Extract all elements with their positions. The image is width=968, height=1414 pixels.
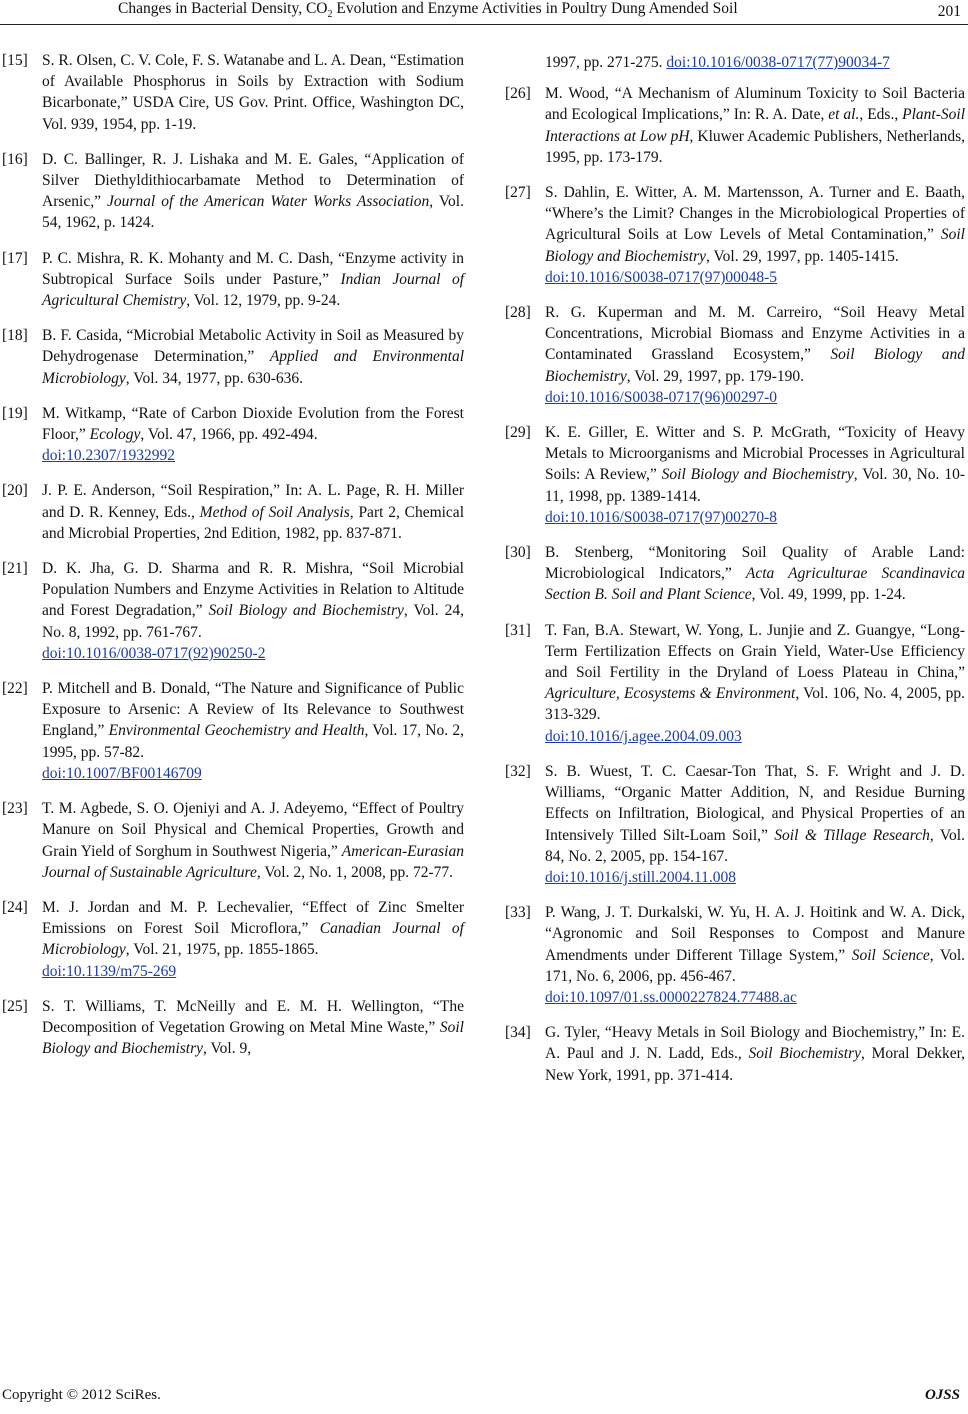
- reference-text: [42, 678, 464, 784]
- reference-30: [505, 542, 965, 606]
- journal-name: Soil Biology and Biochemistry: [208, 602, 404, 620]
- reference-23: [2, 798, 464, 883]
- reference-number: [15]: [2, 52, 28, 69]
- reference-citation: T. Fan, B.A. Stewart, W. Yong, L. Junjie and Z. Guangye, “Long-Term Fertilization Effects on Grain Yield, Water-Use Efficiency and Soil Fertility in the Dryland of Loess Plateau in China,”: [545, 621, 965, 682]
- reference-citation: B. Stenberg, “Monitoring Soil Quality of Arable Land: Microbiological Indicators,”: [545, 544, 965, 583]
- journal-name: Soil Biology and Biochemistry: [661, 466, 854, 484]
- references-left-column: [2, 50, 464, 1073]
- reference-number: [21]: [2, 560, 28, 578]
- reference-text: [42, 403, 464, 467]
- reference-text: [42, 996, 464, 1060]
- journal-name: Applied and Environmental Microbiology: [42, 348, 464, 387]
- reference-31: [505, 620, 965, 747]
- reference-citation: P. Wang, J. T. Durkalski, W. Yu, H. A. J. Hoitink and W. A. Dick, “Agronomic and Soil Responses to Compost and Manure Amendments under Different Tillage System,”: [545, 904, 965, 964]
- reference-details: , Vol. 29, 1997, pp. 179-190.: [626, 367, 805, 385]
- doi-link[interactable]: doi:10.1016/j.still.2004.11.008: [545, 868, 737, 886]
- reference-citation: M. Wood, “A Mechanism of Aluminum Toxicity to Soil Bacteria and Ecological Implications,” In: R. A. Date,: [545, 85, 965, 124]
- doi-link[interactable]: doi:10.1016/0038-0717(92)90250-2: [42, 644, 266, 662]
- reference-citation: J. P. E. Anderson, “Soil Respiration,” In: A. L. Page, R. H. Miller and D. R. Kenney, Eds.,: [42, 482, 464, 521]
- reference-details: , Vol. 12, 1979, pp. 9-24.: [186, 292, 341, 310]
- journal-name: Indian Journal of Agricultural Chemistry: [42, 270, 465, 310]
- reference-text: [545, 83, 965, 168]
- journal-name: Soil & Tillage Research: [774, 826, 930, 844]
- reference-details: , Vol. 49, 1999, pp. 1-24.: [751, 586, 906, 604]
- doi-link[interactable]: doi:10.1007/BF00146709: [42, 764, 202, 782]
- reference-citation: S. B. Wuest, T. C. Caesar-Ton That, S. F. Wright and J. D. Williams, “Organic Matter Addition, N, and Residue Burning Effects on Infiltration, Biological, and Physical Properties of an Intensively Tilled Silt-Loam Soil,”: [545, 762, 965, 844]
- reference-details: , Kluwer Academic Publishers, Netherlands, 1995, pp. 173-179.: [545, 127, 965, 166]
- reference-details: , Vol. 84, No. 2, 2005, pp. 154-167.: [545, 826, 965, 865]
- reference-25: [2, 996, 464, 1060]
- journal-name: Environmental Geochemistry and Health: [108, 722, 365, 740]
- reference-text: [545, 52, 965, 73]
- reference-details: , Vol. 9,: [203, 1040, 252, 1058]
- reference-number: [31]: [505, 621, 531, 639]
- reference-number: [24]: [2, 898, 28, 916]
- reference-number: [29]: [505, 424, 531, 442]
- reference-citation: M. J. Jordan and M. P. Lechevalier, “Effect of Zinc Smelter Emissions on Forest Soil Microflora,”: [42, 898, 464, 938]
- reference-text: [42, 325, 464, 389]
- reference-citation: D. C. Ballinger, R. J. Lishaka and M. E. Gales, “Application of Silver Diethyldithiocarbamate Method to Determination of Arsenic,”: [42, 150, 464, 211]
- reference-18: [2, 325, 464, 389]
- reference-details: , Vol. 47, 1966, pp. 492-494.: [140, 426, 318, 444]
- reference-26: [505, 83, 965, 168]
- journal-name: Journal of the American Water Works Association: [107, 193, 430, 211]
- reference-text: [42, 480, 464, 544]
- reference-citation: P. Mitchell and B. Donald, “The Nature and Significance of Public Exposure to Arsenic: A Review of Its Relevance to Southwest England,”: [42, 680, 464, 740]
- reference-citation: B. F. Casida, “Microbial Metabolic Activity in Soil as Measured by Dehydrogenase Determination,”: [42, 327, 464, 366]
- reference-number: [25]: [2, 997, 28, 1015]
- journal-abbreviation: OJSS: [924, 1387, 960, 1403]
- doi-link[interactable]: doi:10.1016/0038-0717(77)90034-7: [666, 54, 890, 71]
- reference-citation: D. K. Jha, G. D. Sharma and R. R. Mishra, “Soil Microbial Population Numbers and Enzyme Activities in Relation to Altitude and Forest Degradation,”: [42, 560, 464, 620]
- reference-number: [19]: [2, 404, 28, 422]
- book-title: Plant-Soil Interactions at Low pH: [545, 106, 965, 145]
- doi-link[interactable]: doi:10.1016/j.agee.2004.09.003: [545, 727, 742, 745]
- reference-number: [34]: [505, 1024, 531, 1042]
- reference-details: , Vol. 21, 1975, pp. 1855-1865.: [125, 941, 319, 959]
- reference-21: [2, 558, 464, 664]
- reference-details: , Vol. 106, No. 4, 2005, pp. 313-329.: [545, 685, 965, 724]
- header-rule: [0, 24, 968, 25]
- reference-22: [2, 678, 464, 784]
- reference-citation: S. R. Olsen, C. V. Cole, F. S. Watanabe and L. A. Dean, “Estimation of Available Phosphorus in Soils by Extraction with Sodium Bicarbonate,” USDA Cire, US Gov. Print. Office, Washington DC, Vol. 939, 1954, pp. 1-19.: [42, 52, 465, 133]
- reference-text: [42, 558, 464, 664]
- reference-15: [2, 50, 464, 135]
- reference-text: [545, 761, 965, 888]
- reference-citation: G. Tyler, “Heavy Metals in Soil Biology and Biochemistry,” In: E. A. Paul and J. N. Ladd, Eds.,: [545, 1024, 965, 1063]
- journal-name: American-Eurasian Journal of Sustainable Agriculture: [42, 842, 464, 881]
- reference-citation: M. Witkamp, “Rate of Carbon Dioxide Evolution from the Forest Floor,”: [42, 404, 464, 444]
- reference-text: [545, 1022, 965, 1086]
- reference-details: , Vol. 2, No. 1, 2008, pp. 72-77.: [256, 863, 454, 881]
- reference-27: [505, 182, 965, 288]
- reference-text: [545, 422, 965, 528]
- reference-32: [505, 761, 965, 888]
- journal-name: Ecology: [89, 426, 141, 444]
- title-part: Changes in Bacterial Density, CO: [118, 0, 328, 17]
- reference-number: [23]: [2, 800, 28, 818]
- reference-number: [22]: [2, 680, 28, 698]
- journal-name: Canadian Journal of Microbiology: [42, 920, 464, 959]
- reference-number: [26]: [505, 85, 531, 103]
- reference-20: [2, 480, 464, 544]
- reference-details: , Vol. 24, No. 8, 1992, pp. 761-767.: [42, 602, 464, 641]
- reference-citation: K. E. Giller, E. Witter and S. P. McGrath, “Toxicity of Heavy Metals to Microorganisms and Microbial Processes in Agricultural Soils: A Review,”: [545, 424, 965, 484]
- reference-25-continued: [505, 52, 965, 73]
- reference-text: [545, 542, 965, 606]
- journal-name: Agriculture, Ecosystems & Environment: [545, 685, 796, 703]
- reference-details: , Vol. 34, 1977, pp. 630-636.: [125, 369, 304, 387]
- reference-number: [16]: [2, 150, 28, 168]
- reference-citation: S. Dahlin, E. Witter, A. M. Martensson, A. Turner and E. Baath, “Where’s the Limit? Changes in the Microbiological Properties of Agricultural Soils at Low Levels of Metal Contamination,”: [545, 184, 965, 244]
- reference-29: [505, 422, 965, 528]
- reference-16: [2, 149, 464, 234]
- reference-17: [2, 248, 464, 312]
- reference-details: , Vol. 17, No. 2, 1995, pp. 57-82.: [42, 722, 464, 761]
- reference-24: [2, 897, 464, 982]
- page-footer: [0, 1383, 968, 1407]
- reference-text: [545, 620, 965, 747]
- reference-number: [30]: [505, 544, 531, 562]
- journal-name: Soil Science: [851, 946, 930, 964]
- reference-citation: T. M. Agbede, S. O. Ojeniyi and A. J. Adeyemo, “Effect of Poultry Manure on Soil Physical and Chemical Properties, Growth and Grain Yield of Sorghum in Southwest Nigeria,”: [42, 800, 464, 860]
- et-al: et al.: [828, 106, 860, 124]
- reference-28: [505, 302, 965, 408]
- journal-name: Soil Biology and Biochemistry: [545, 226, 965, 265]
- reference-33: [505, 902, 965, 1008]
- doi-link[interactable]: doi:10.2307/1932992: [42, 447, 176, 465]
- reference-citation: P. C. Mishra, R. K. Mohanty and M. C. Dash, “Enzyme activity in Subtropical Surface Soils under Pasture,”: [42, 249, 464, 288]
- reference-details: , Part 2, Chemical and Microbial Properties, 2nd Edition, 1982, pp. 837-871.: [42, 503, 464, 542]
- reference-citation: , Eds.,: [859, 106, 903, 124]
- doi-link[interactable]: doi:10.1016/S0038-0717(97)00270-8: [545, 508, 778, 526]
- doi-link[interactable]: doi:10.1016/S0038-0717(96)00297-0: [545, 388, 778, 406]
- reference-citation: R. G. Kuperman and M. M. Carreiro, “Soil Heavy Metal Concentrations, Microbial Biomass and Enzyme Activities in a Contaminated Grassland Ecosystem,”: [545, 304, 965, 364]
- reference-number: [18]: [2, 327, 28, 345]
- reference-details: , Vol. 171, No. 6, 2006, pp. 456-467.: [545, 946, 965, 985]
- reference-text: [42, 50, 464, 135]
- journal-name: Acta Agriculturae Scandinavica Section B. Soil and Plant Science: [545, 565, 965, 604]
- book-title: Method of Soil Analysis: [199, 503, 350, 521]
- reference-text: [42, 248, 464, 312]
- reference-details: , Vol. 30, No. 10-11, 1998, pp. 1389-1414.: [545, 466, 966, 505]
- reference-details: 1997, pp. 271-275.: [545, 54, 667, 71]
- reference-details: , Vol. 54, 1962, p. 1424.: [42, 193, 464, 232]
- journal-name: Soil Biology and Biochemistry: [42, 1018, 464, 1058]
- page-number: 201: [937, 3, 961, 20]
- doi-link[interactable]: doi:10.1016/S0038-0717(97)00048-5: [545, 268, 778, 286]
- reference-text: [42, 798, 464, 883]
- reference-citation: S. T. Williams, T. McNeilly and E. M. H. Wellington, “The Decomposition of Vegetation Growing on Metal Mine Waste,”: [42, 997, 464, 1036]
- copyright-notice: Copyright © 2012 SciRes.: [2, 1387, 161, 1403]
- reference-details: , Vol. 29, 1997, pp. 1405-1415.: [706, 247, 899, 265]
- reference-number: [33]: [505, 904, 531, 922]
- reference-19: [2, 403, 464, 467]
- reference-number: [17]: [2, 249, 28, 267]
- title-subscript: 2: [327, 9, 333, 21]
- references-right-column: [505, 52, 965, 1100]
- doi-link[interactable]: doi:10.1139/m75-269: [42, 962, 177, 980]
- reference-text: [42, 897, 464, 982]
- doi-link[interactable]: doi:10.1097/01.ss.0000227824.77488.ac: [545, 988, 797, 1006]
- journal-name: Soil Biology and Biochemistry: [545, 346, 965, 385]
- reference-text: [545, 182, 965, 288]
- reference-number: [27]: [505, 184, 531, 202]
- reference-number: [20]: [2, 482, 28, 500]
- running-title: [118, 0, 738, 26]
- reference-number: [32]: [505, 762, 531, 780]
- running-header: [0, 0, 968, 22]
- reference-text: [545, 902, 965, 1008]
- reference-number: [28]: [505, 304, 531, 322]
- reference-details: , Moral Dekker, New York, 1991, pp. 371-414.: [545, 1045, 966, 1084]
- reference-34: [505, 1022, 965, 1086]
- reference-text: [42, 149, 464, 234]
- reference-text: [545, 302, 965, 408]
- title-part: Evolution and Enzyme Activities in Poultry Dung Amended Soil: [332, 0, 738, 17]
- book-title: Soil Biochemistry: [748, 1045, 862, 1063]
